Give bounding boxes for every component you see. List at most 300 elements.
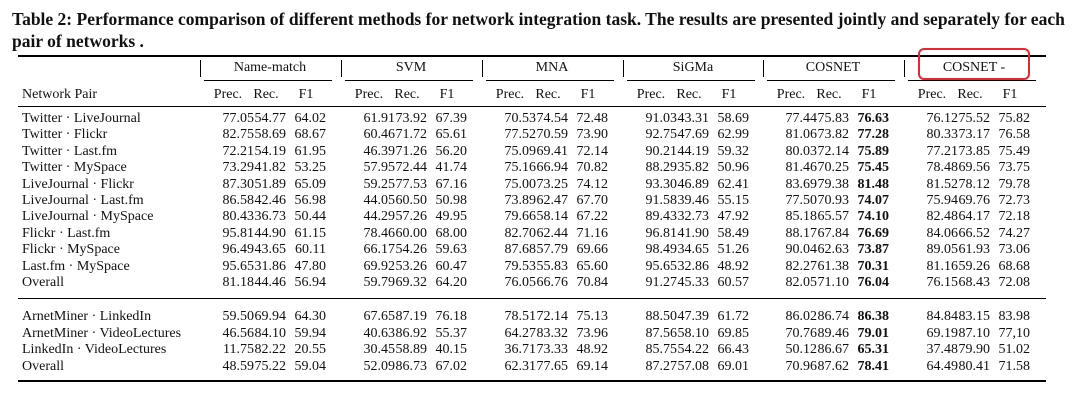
table-cell: 75.89 — [857, 143, 889, 159]
table-cell: 61.91 — [363, 111, 395, 126]
table-cell: 49.95 — [435, 209, 467, 225]
network-pair-label: LiveJournal · Flickr — [22, 176, 134, 192]
table-cell: 75.45 — [857, 160, 889, 176]
table-cell: 62.63 — [817, 242, 849, 258]
group-underline — [908, 80, 1036, 81]
metric-header: Rec. — [253, 87, 279, 102]
table-cell: 65.09 — [294, 176, 326, 192]
table-cell: 69.41 — [536, 143, 568, 159]
metric-header: F1 — [721, 87, 737, 102]
table-cell: 70.31 — [857, 258, 889, 274]
table-cell: 83.32 — [536, 325, 568, 341]
table-cell: 71.72 — [395, 127, 427, 143]
table-cell: 75.49 — [998, 143, 1030, 159]
table-cell: 84.10 — [254, 325, 286, 341]
table-cell: 44.19 — [677, 143, 709, 159]
table-cell: 68.68 — [998, 258, 1030, 274]
table-cell: 58.89 — [395, 342, 427, 358]
group-separator — [341, 60, 342, 77]
table-cell: 87.68 — [504, 242, 536, 258]
table-cell: 86.38 — [857, 309, 889, 325]
table-cell: 65.60 — [576, 258, 608, 274]
table-cell: 64.49 — [926, 358, 958, 374]
table-cell: 76.15 — [926, 275, 958, 290]
table-cell: 70.25 — [817, 160, 849, 176]
table-cell: 54.77 — [254, 111, 286, 126]
table-cell: 77,10 — [998, 325, 1030, 341]
table-cell: 86.74 — [817, 309, 849, 325]
metric-header: Prec. — [213, 87, 243, 102]
table-cell: 71.10 — [817, 275, 849, 290]
table-cell: 82.27 — [785, 258, 817, 274]
table-cell: 44.05 — [363, 193, 395, 208]
table-cell: 50.96 — [717, 160, 749, 176]
table-cell: 72.14 — [536, 309, 568, 325]
table-cell: 44.90 — [254, 225, 286, 241]
table-cell: 67.39 — [435, 111, 467, 126]
row-label-header: Network Pair — [22, 87, 98, 102]
table-cell: 84.84 — [926, 309, 958, 325]
table-cell: 75.82 — [998, 111, 1030, 126]
table-cell: 72.14 — [576, 143, 608, 159]
table-cell: 87.10 — [958, 325, 990, 341]
table-cell: 52.09 — [363, 358, 395, 374]
group-underline — [486, 80, 614, 81]
table-cell: 85.18 — [785, 209, 817, 225]
table-cell: 53.25 — [294, 160, 326, 176]
table-cell: 39.46 — [677, 193, 709, 208]
table-cell: 59.32 — [717, 143, 749, 159]
table-cell: 70.59 — [536, 127, 568, 143]
table-cell: 67.02 — [435, 358, 467, 374]
table-cell: 93.30 — [645, 176, 677, 192]
table-cell: 61.15 — [294, 225, 326, 241]
table-cell: 88.29 — [645, 160, 677, 176]
table-cell: 79.90 — [958, 342, 990, 358]
table-cell: 78.46 — [363, 225, 395, 241]
table-cell: 83.98 — [998, 309, 1030, 325]
table-cell: 76.12 — [926, 111, 958, 126]
method-header: MNA — [535, 60, 569, 75]
table-cell: 84.06 — [926, 225, 958, 241]
table-cell: 40.63 — [363, 325, 395, 341]
table-cell: 92.75 — [645, 127, 677, 143]
table-cell: 80.41 — [958, 358, 990, 374]
table-cell: 56.20 — [435, 143, 467, 159]
table-cell: 50.98 — [435, 193, 467, 208]
table-cell: 77.52 — [504, 127, 536, 143]
table-cell: 70.93 — [817, 193, 849, 208]
table-cell: 60.11 — [295, 242, 326, 258]
table-cell: 81.18 — [222, 275, 254, 290]
network-pair-label: LinkedIn · VideoLectures — [22, 342, 167, 358]
table-cell: 54.26 — [395, 242, 427, 258]
table-cell: 70.84 — [576, 275, 608, 290]
table-cell: 79.01 — [857, 325, 889, 341]
table-cell: 73.90 — [576, 127, 608, 143]
table-cell: 64.17 — [958, 209, 990, 225]
table-cell: 57.79 — [536, 242, 568, 258]
table-cell: 59.25 — [363, 176, 395, 192]
method-header: COSNET - — [942, 60, 1006, 75]
table-cell: 74.54 — [536, 111, 568, 126]
table-cell: 86.92 — [395, 325, 427, 341]
table-cell: 50.12 — [785, 342, 817, 358]
table-cell: 87.27 — [645, 358, 677, 374]
table-cell: 67.70 — [576, 193, 608, 208]
group-separator — [623, 60, 624, 77]
table-cell: 35.82 — [677, 160, 709, 176]
table-cell: 59.26 — [958, 258, 990, 274]
table-cell: 58.10 — [677, 325, 709, 341]
table-cell: 66.43 — [717, 342, 749, 358]
table-cell: 86.02 — [785, 309, 817, 325]
table-cell: 76.69 — [857, 225, 889, 241]
table-cell: 70.76 — [785, 325, 817, 341]
table-cell: 81.06 — [785, 127, 817, 143]
table-cell: 60.57 — [717, 275, 749, 290]
table-cell: 66.52 — [958, 225, 990, 241]
table-cell: 80.33 — [926, 127, 958, 143]
table-cell: 80.43 — [222, 209, 254, 225]
table-cell: 58.69 — [717, 111, 749, 126]
metric-header: F1 — [861, 87, 877, 102]
group-underline — [627, 80, 755, 81]
table-cell: 73.82 — [817, 127, 849, 143]
table-cell: 77.28 — [857, 127, 889, 143]
table-cell: 58.69 — [254, 127, 286, 143]
table-cell: 41.82 — [254, 160, 286, 176]
table-cell: 59.79 — [363, 275, 395, 290]
network-pair-label: LiveJournal · MySpace — [22, 209, 154, 225]
metric-header: Prec. — [495, 87, 525, 102]
table-cell: 76.18 — [435, 309, 467, 325]
table-cell: 48.92 — [717, 258, 749, 274]
network-pair-label: Overall — [22, 358, 64, 374]
table-cell: 48.59 — [222, 358, 254, 374]
table-cell: 75.83 — [817, 111, 849, 126]
table-cell: 59.94 — [294, 325, 326, 341]
table-cell: 83.15 — [958, 309, 990, 325]
table-cell: 81.52 — [926, 176, 958, 192]
table-cell: 69.66 — [576, 242, 608, 258]
method-header: SVM — [395, 60, 427, 75]
table-cell: 66.76 — [536, 275, 568, 290]
table-cell: 59.04 — [294, 358, 326, 374]
table-cell: 67.22 — [576, 209, 608, 225]
table-cell: 20.55 — [294, 342, 326, 358]
network-pair-label: Last.fm · MySpace — [22, 258, 130, 274]
group-underline — [767, 80, 895, 81]
top-rule — [18, 55, 1046, 57]
table-cell: 73.33 — [536, 342, 568, 358]
table-cell: 73.85 — [958, 143, 990, 159]
table-cell: 77.53 — [395, 176, 427, 192]
table-cell: 54.19 — [254, 143, 286, 159]
table-cell: 58.49 — [717, 225, 749, 241]
table-cell: 96.81 — [645, 225, 677, 241]
table-cell: 64.30 — [294, 309, 326, 325]
header-rule — [18, 106, 1046, 107]
table-cell: 78.51 — [504, 309, 536, 325]
table-cell: 72.18 — [998, 209, 1030, 225]
table-cell: 56.94 — [294, 275, 326, 290]
metric-header: F1 — [1002, 87, 1018, 102]
table-cell: 72.44 — [395, 160, 427, 176]
table-cell: 43.65 — [254, 242, 286, 258]
table-cell: 11.75 — [223, 342, 254, 358]
highlight-box — [918, 48, 1030, 80]
table-cell: 82.70 — [504, 225, 536, 241]
table-cell: 58.14 — [536, 209, 568, 225]
table-cell: 61.72 — [717, 309, 749, 325]
table-cell: 69.14 — [576, 358, 608, 374]
network-pair-label: Twitter · Last.fm — [22, 143, 118, 159]
group-separator — [482, 60, 483, 77]
table-cell: 74.12 — [576, 176, 608, 192]
table-cell: 76.63 — [857, 111, 889, 126]
table-cell: 55.15 — [717, 193, 749, 208]
table-cell: 81.46 — [785, 160, 817, 176]
table-cell: 61.93 — [958, 242, 990, 258]
table-cell: 30.45 — [363, 342, 395, 358]
table-cell: 69.85 — [717, 325, 749, 341]
table-cell: 95.65 — [222, 258, 254, 274]
table-cell: 85.75 — [645, 342, 677, 358]
metric-header: F1 — [298, 87, 314, 102]
table-cell: 65.57 — [817, 209, 849, 225]
table-cell: 75.52 — [958, 111, 990, 126]
table-cell: 82.75 — [222, 127, 254, 143]
table-cell: 57.08 — [677, 358, 709, 374]
group-separator — [904, 60, 905, 77]
table-cell: 66.94 — [536, 160, 568, 176]
table-cell: 69.56 — [958, 160, 990, 176]
table-cell: 42.46 — [254, 193, 286, 208]
table-cell: 81.16 — [926, 258, 958, 274]
table-cell: 71.26 — [395, 143, 427, 159]
table-cell: 72.48 — [576, 111, 608, 126]
table-cell: 88.17 — [785, 225, 817, 241]
table-cell: 68.67 — [294, 127, 326, 143]
table-cell: 79.38 — [817, 176, 849, 192]
table-cell: 60.46 — [363, 127, 395, 143]
table-cell: 76.05 — [504, 275, 536, 290]
table-cell: 72.73 — [998, 193, 1030, 208]
metric-header: Rec. — [535, 87, 561, 102]
table-cell: 66.17 — [363, 242, 395, 258]
table-cell: 76.58 — [998, 127, 1030, 143]
table-cell: 51.26 — [717, 242, 749, 258]
table-cell: 75.00 — [504, 176, 536, 192]
table-cell: 36.73 — [254, 209, 286, 225]
metric-header: Rec. — [676, 87, 702, 102]
table-cell: 75.13 — [576, 309, 608, 325]
table-cell: 64.02 — [294, 111, 326, 126]
table-cell: 62.41 — [717, 176, 749, 192]
bottom-rule — [18, 380, 1046, 382]
table-cell: 72.08 — [998, 275, 1030, 290]
table-cell: 64.20 — [435, 275, 467, 290]
table-cell: 50.44 — [294, 209, 326, 225]
metric-header: Rec. — [394, 87, 420, 102]
network-pair-label: Flickr · MySpace — [22, 242, 120, 258]
metric-header: Prec. — [917, 87, 947, 102]
table-cell: 73.87 — [857, 242, 889, 258]
table-cell: 69.94 — [254, 309, 286, 325]
table-cell: 73.92 — [395, 111, 427, 126]
table-cell: 67.65 — [363, 309, 395, 325]
table-cell: 62.31 — [504, 358, 536, 374]
table-cell: 78.48 — [926, 160, 958, 176]
table-cell: 55.37 — [435, 325, 467, 341]
metric-header: F1 — [439, 87, 455, 102]
table-cell: 60.00 — [395, 225, 427, 241]
table-cell: 65.31 — [857, 342, 889, 358]
table-cell: 82.22 — [254, 342, 286, 358]
network-pair-label: ArnetMiner · VideoLectures — [22, 325, 182, 341]
table-cell: 67.84 — [817, 225, 849, 241]
table-cell: 77.05 — [222, 111, 254, 126]
table-cell: 68.00 — [435, 225, 467, 241]
table-cell: 78.12 — [958, 176, 990, 192]
method-header: COSNET — [805, 60, 861, 75]
table-cell: 32.73 — [677, 209, 709, 225]
table-cell: 86.58 — [222, 193, 254, 208]
table-cell: 79.53 — [504, 258, 536, 274]
table-cell: 77.50 — [785, 193, 817, 208]
table-cell: 87.62 — [817, 358, 849, 374]
table-cell: 41.74 — [435, 160, 467, 176]
table-cell: 73.96 — [576, 325, 608, 341]
metric-header: F1 — [580, 87, 596, 102]
table-cell: 71.58 — [998, 358, 1030, 374]
table-cell: 61.95 — [294, 143, 326, 159]
table-cell: 75.09 — [504, 143, 536, 159]
table-cell: 79.78 — [998, 176, 1030, 192]
table-cell: 74.10 — [857, 209, 889, 225]
table-cell: 90.21 — [645, 143, 677, 159]
method-header: SiGMa — [672, 60, 714, 75]
table-cell: 62.44 — [536, 225, 568, 241]
group-separator — [763, 60, 764, 77]
table-cell: 96.49 — [222, 242, 254, 258]
table-cell: 73.89 — [504, 193, 536, 208]
table-cell: 74.27 — [998, 225, 1030, 241]
table-cell: 82.05 — [785, 275, 817, 290]
network-pair-label: LiveJournal · Last.fm — [22, 193, 144, 208]
table-cell: 32.86 — [677, 258, 709, 274]
group-underline — [204, 80, 332, 81]
table-cell: 72.14 — [817, 143, 849, 159]
table-cell: 36.71 — [504, 342, 536, 358]
table-cell: 43.31 — [677, 111, 709, 126]
table-cell: 75.22 — [254, 358, 286, 374]
metric-header: Prec. — [776, 87, 806, 102]
table-cell: 91.27 — [645, 275, 677, 290]
network-pair-label: Twitter · LiveJournal — [22, 111, 141, 126]
table-cell: 60.50 — [395, 193, 427, 208]
metric-header: Prec. — [354, 87, 384, 102]
table-cell: 46.39 — [363, 143, 395, 159]
table-cell: 73.29 — [222, 160, 254, 176]
table-cell: 91.03 — [645, 111, 677, 126]
table-cell: 68.43 — [958, 275, 990, 290]
table-cell: 69.32 — [395, 275, 427, 290]
table-cell: 62.47 — [536, 193, 568, 208]
table-cell: 73.75 — [998, 160, 1030, 176]
table-cell: 57.26 — [395, 209, 427, 225]
table-cell: 69.76 — [958, 193, 990, 208]
table-cell: 67.16 — [435, 176, 467, 192]
table-cell: 69.92 — [363, 258, 395, 274]
table-cell: 73.06 — [998, 242, 1030, 258]
table-cell: 89.46 — [817, 325, 849, 341]
table-cell: 87.19 — [395, 309, 427, 325]
table-cell: 77.21 — [926, 143, 958, 159]
table-cell: 78.41 — [857, 358, 889, 374]
table-cell: 31.86 — [254, 258, 286, 274]
table-cell: 51.89 — [254, 176, 286, 192]
table-cell: 40.15 — [435, 342, 467, 358]
table-cell: 73.17 — [958, 127, 990, 143]
table-cell: 62.99 — [717, 127, 749, 143]
table-cell: 47.92 — [717, 209, 749, 225]
table-cell: 72.21 — [222, 143, 254, 159]
table-cell: 51.02 — [998, 342, 1030, 358]
table-cell: 54.22 — [677, 342, 709, 358]
table-cell: 47.80 — [294, 258, 326, 274]
table-cell: 80.03 — [785, 143, 817, 159]
metric-header: Prec. — [636, 87, 666, 102]
table-cell: 91.58 — [645, 193, 677, 208]
table-cell: 87.30 — [222, 176, 254, 192]
table-cell: 48.92 — [576, 342, 608, 358]
table-cell: 56.98 — [294, 193, 326, 208]
table-cell: 64.27 — [504, 325, 536, 341]
table-cell: 44.29 — [363, 209, 395, 225]
table-cell: 55.83 — [536, 258, 568, 274]
table-cell: 47.39 — [677, 309, 709, 325]
table-cell: 77.65 — [536, 358, 568, 374]
table-cell: 89.05 — [926, 242, 958, 258]
table-cell: 46.56 — [222, 325, 254, 341]
table-cell: 70.82 — [576, 160, 608, 176]
table-cell: 73.25 — [536, 176, 568, 192]
table-cell: 82.48 — [926, 209, 958, 225]
table-cell: 41.90 — [677, 225, 709, 241]
group-separator — [200, 60, 201, 77]
table-cell: 65.61 — [435, 127, 467, 143]
section-rule — [18, 298, 1046, 299]
method-header: Name-match — [233, 60, 307, 75]
network-pair-label: Flickr · Last.fm — [22, 225, 111, 241]
table-cell: 90.04 — [785, 242, 817, 258]
table-cell: 95.81 — [222, 225, 254, 241]
metric-header: Rec. — [816, 87, 842, 102]
group-underline — [345, 80, 473, 81]
table-cell: 95.65 — [645, 258, 677, 274]
table-cell: 77.44 — [785, 111, 817, 126]
table-cell: 37.48 — [926, 342, 958, 358]
table-cell: 83.69 — [785, 176, 817, 192]
table-cell: 70.96 — [785, 358, 817, 374]
table-cell: 81.48 — [857, 176, 889, 192]
table-cell: 34.65 — [677, 242, 709, 258]
table-cell: 46.89 — [677, 176, 709, 192]
table-cell: 86.67 — [817, 342, 849, 358]
table-cell: 87.56 — [645, 325, 677, 341]
